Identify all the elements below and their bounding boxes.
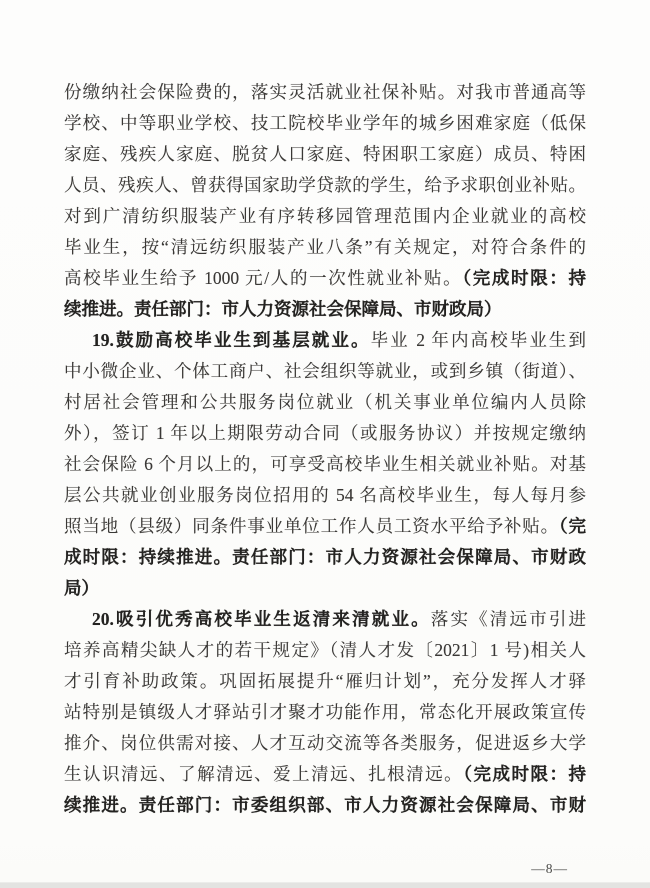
text-segment: 层公共就业创业服务岗位招用的 54 名高校毕业生，每人每月参 [64,485,586,505]
text-segment: 家庭、残疾人家庭、脱贫人口家庭、特困职工家庭）成员、特困 [64,144,586,164]
text-line [64,294,586,325]
text-line [64,387,586,418]
text-segment: 人员、残疾人、曾获得国家助学贷款的学生，给予求职创业补贴。 [64,175,586,195]
bold-text-segment: 19.鼓励高校毕业生到基层就业。 [92,330,371,350]
text-block [64,77,586,821]
bold-text-segment: （完成时限：持 [463,764,586,784]
text-line [64,449,586,480]
text-line [64,232,586,263]
bold-text-segment: 续推进。责任部门：市人力资源社会保障局、市财政局） [64,299,502,319]
text-line [64,170,586,201]
text-line [64,573,586,604]
text-line [64,139,586,170]
bold-text-segment: （完成时限：持 [462,268,586,288]
bold-text-segment: 续推进。责任部门：市委组织部、市人力资源社会保障局、市财 [64,795,586,815]
text-line [64,480,586,511]
text-segment: 推介、岗位供需对接、人才互动交流等各类服务，促进返乡大学 [64,733,586,753]
text-segment: 生认识清远、了解清远、爱上清远、扎根清远。 [64,764,464,784]
text-line [64,697,586,728]
text-line [64,356,586,387]
text-line [64,790,586,821]
scan-edge-bottom [0,882,650,888]
text-line [64,418,586,449]
text-line [64,201,586,232]
text-line [64,635,586,666]
text-segment: 才引育补助政策。巩固拓展提升“雁归计划”，充分发挥人才驿 [64,671,586,691]
text-line [64,77,586,108]
bold-text-segment: 20.吸引优秀高校毕业生返清来清就业。 [92,609,431,629]
text-segment: 份缴纳社会保险费的，落实灵活就业社保补贴。对我市普通高等 [64,82,586,102]
text-segment: 毕业 2 年内高校毕业生到 [370,330,586,350]
text-line [64,759,586,790]
text-line [64,542,586,573]
text-segment: 高校毕业生给予 1000 元/人的一次性就业补贴。 [64,268,463,288]
text-segment: 外），签订 1 年以上期限劳动合同（或服务协议）并按规定缴纳 [64,423,586,443]
text-segment: 培养高精尖缺人才的若干规定》（清人才发〔2021〕1 号)相关人 [64,640,586,660]
bold-text-segment: 局） [64,578,99,598]
bold-text-segment: 成时限：持续推进。责任部门：市人力资源社会保障局、市财政 [64,547,586,567]
text-line [64,511,586,542]
text-segment: 站特别是镇级人才驿站引才聚才功能作用，常态化开展政策宣传 [64,702,586,722]
text-line [64,263,586,294]
text-line [64,325,586,356]
text-segment: 毕业生，按“清远纺织服装产业八条”有关规定，对符合条件的 [64,237,586,257]
text-line [64,604,586,635]
text-segment: 学校、中等职业学校、技工院校毕业学年的城乡困难家庭（低保 [64,113,586,133]
text-segment: 对到广清纺织服装产业有序转移园管理范围内企业就业的高校 [64,206,586,226]
text-segment: 村居社会管理和公共服务岗位就业（机关事业单位编内人员除 [64,392,586,412]
text-segment: 落实《清远市引进 [430,609,586,629]
page-number: —8— [531,861,568,876]
text-line [64,728,586,759]
text-segment: 照当地（县级）同条件事业单位工作人员工资水平给予补贴。 [64,516,559,536]
bold-text-segment: （完 [558,516,586,536]
text-line [64,108,586,139]
text-segment: 社会保险 6 个月以上的，可享受高校毕业生相关就业补贴。对基 [64,454,586,474]
text-segment: 中小微企业、个体工商户、社会组织等就业，或到乡镇（街道）、 [64,361,586,381]
text-line [64,666,586,697]
